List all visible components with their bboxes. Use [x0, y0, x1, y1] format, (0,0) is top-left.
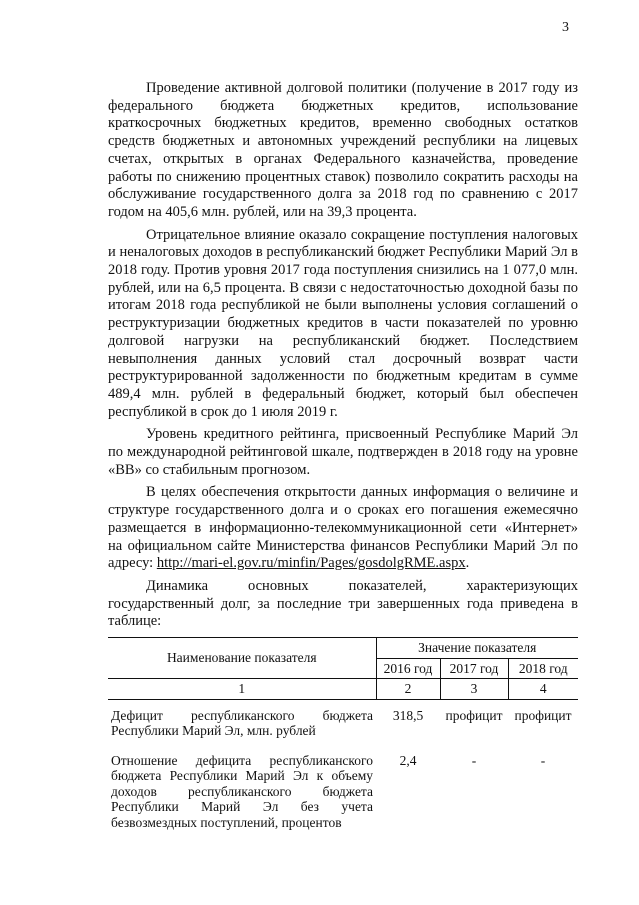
paragraph-credit-rating: Уровень кредитного рейтинга, присвоенный Республике Марий Эл по международной рейтинговой шкале, подтвержден в 2018 году на уровне «BB» со стабильным прогнозом.	[108, 426, 578, 478]
row-ratio-2017: -	[471, 752, 477, 768]
table-row	[108, 699, 578, 745]
paragraph-revenue-decline: Отрицательное влияние оказало сокращение поступления налоговых и неналоговых доходов в республиканский бюджет Республики Марий Эл в 2018 году. Против уровня 2017 года поступления снизились на 1 077,0 млн. рублей, или на 6,5 процента. В связи с недостаточностью доходной базы по итогам 2018 года республикой не были выполнены условия соглашений о реструктуризации бюджетных кредитов в части показателей по уровню долговой нагрузки на республиканский бюджет. Последствием невыполнения данных условий стал досрочный возврат части реструктурированной задолженности по бюджетным кредитам в сумме 489,4 млн. рублей в федеральный бюджет, который был обеспечен республикой в срок до 1 июля 2019 г.	[108, 226, 578, 420]
paragraph-transparency	[108, 484, 578, 573]
transparency-suffix: .	[465, 555, 470, 572]
row-deficit-2017: профицит	[445, 707, 503, 723]
column-number-2: 2	[376, 679, 440, 700]
row-deficit-2016: 318,5	[392, 707, 424, 723]
column-number-3: 3	[440, 679, 508, 700]
page-number: 3	[562, 20, 569, 35]
row-deficit-name: Дефицит республиканского бюджета Республики Марий Эл, млн. рублей	[111, 707, 373, 738]
row-ratio-2016: 2,4	[399, 752, 417, 768]
paragraph-table-intro: Динамика основных показателей, характеризующих государственный долг, за последние три завершенных года приведена в таблице:	[108, 577, 578, 630]
header-year-2018: 2018 год	[508, 658, 578, 679]
row-ratio-name: Отношение дефицита республиканского бюджета Республики Марий Эл к объему доходов республиканского бюджета Республики Марий Эл без учета безвозмездных поступлений, процентов	[111, 752, 373, 830]
transparency-text: В целях обеспечения открытости данных информация о величине и структуре государственного долга и о сроках его погашения ежемесячно размещается в информационно-телекоммуникационной сети «Интернет» на официальном сайте Министерства финансов Республики Марий Эл по адресу:	[108, 484, 578, 572]
header-year-2017: 2017 год	[440, 658, 508, 679]
minfin-link[interactable]: http://mari-el.gov.ru/minfin/Pages/gosdolgRME.aspx	[156, 555, 466, 572]
debt-indicators-table	[108, 637, 578, 836]
column-number-4: 4	[508, 679, 578, 700]
table-row	[108, 745, 578, 837]
document-body	[108, 80, 578, 636]
row-deficit-2018: профицит	[514, 707, 572, 723]
header-indicator-name: Наименование показателя	[108, 638, 376, 679]
paragraph-debt-policy: Проведение активной долговой политики (получение в 2017 году из федерального бюджета бюджетных кредитов, использование краткосрочных бюджетных кредитов, временно свободных остатков средств бюджетных и автономных учреждений республики на лицевых счетах, открытых в органах Федерального казначейства, проведение работы по снижению процентных ставок) позволило сократить расходы на обслуживание государственного долга за 2018 год по сравнению с 2017 годом на 405,6 млн. рублей, или на 39,3 процента.	[108, 80, 578, 220]
header-year-2016: 2016 год	[376, 658, 440, 679]
column-number-1: 1	[108, 679, 376, 700]
header-indicator-value: Значение показателя	[376, 638, 578, 659]
row-ratio-2018: -	[540, 752, 546, 768]
